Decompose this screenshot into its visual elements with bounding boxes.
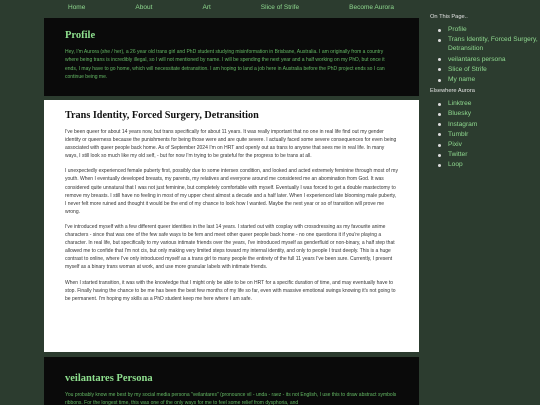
toc-item-veilantares [438,55,538,64]
elsewhere-list [438,99,538,169]
bullet-icon [438,103,441,106]
main-column [44,0,419,405]
article-paragraph: I've introduced myself with a few different queer identities in the last 14 years. I started out with cosplay with crossdressing as my favourite anime characters - since that was one of the few safe ways to be fem and meet other queer people back home - no one questions it if you're playing a character. In real life, but specifically to my various intimate friends over the years, I've introduced myself as genderfluid or non-binary, a half step that allowed me to confide that I'm not cis, but only making very limited steps toward my internal identity, and only to people I trust deeply. This is a huge contrast to online, where I've only introduced myself as a trans girl to many people the entirety of the full 11 years I've been sure. Currently, I present myself as a binary trans woman at work, and use more granular labels with intimate friends. [65,223,395,271]
instagram-link[interactable]: Instagram [448,120,478,128]
elsewhere-item-instagram [438,120,538,129]
veilantares-persona-section [44,357,419,405]
persona-text: You probably know me best by my social media persona "veilantares" (pronounce vil - unda - raez - its not English, I use this to draw abstract symbols ribbons. For the longest time, this was one of the only ways for me to feel some relief from dysphoria, and [65,392,397,405]
bullet-icon [438,68,441,71]
on-this-page-heading: On This Page.. [430,14,468,20]
article-paragraph: I unexpectedly experienced female puberty first, possibly due to some intersex condition, and looked and acted extremely feminine through most of my youth. When I eventually developed breasts, my parents, my relatives and everyone around me considered me an abomination from God. It was considered quite unnatural that I was not just feminine, but completely comfortable with myself. Eventually I was forced to get a double mastectomy to remove my breasts. I still have no feeling in most of my upper chest almost a decade and a half later. When I experienced late blooming male puberty, I never felt more ruined and thought it would be the end of my chance to look how I wanted. Maybe the next year or so of transition will prove me wrong. [65,168,398,215]
bullet-icon [438,58,441,61]
linktree-link[interactable]: Linktree [448,100,472,108]
nav-become-aurora-link[interactable]: Become Aurora [349,3,394,11]
elsewhere-item-bluesky [438,109,538,118]
toc-link[interactable]: Trans Identity, Forced Surgery, Detransition [448,36,538,53]
bullet-icon [438,154,441,157]
bullet-icon [438,123,441,126]
persona-heading: veilantares Persona [65,373,153,384]
elsewhere-heading: Elsewhere Aurora [430,88,475,95]
nav-art-link[interactable]: Art [202,3,211,11]
article-paragraph: I've been queer for about 14 years now, but trans specifically for about 11 years. It was really important that no one in real life find out my gender identity or queerness because the punishments for being those were and are quite severe. I actually faced some severe consequences for even being associated with queer people back home. As of September 2024 I'm on HRT and openly out as trans to anyone that sees me in real life. In many ways, I still look so much like my old self, - but for now I'm trying to be grateful for the progress to be trans at all. [65,129,397,160]
article-paragraph: When I started transition, it was with the knowledge that I might only be able to be on HRT for a specific duration of time, and may eventually have to stop. Finally having the chance to be me has been the best few months of my life so far, even with massive emotional swings knowing it's not going to be permanent. I'm hoping my skills as a PhD student keep me here where I am safe. [65,279,396,302]
loop-link[interactable]: Loop [448,161,463,169]
nav-home-link[interactable]: Home [68,3,86,11]
elsewhere-item-loop [438,160,538,169]
twitter-link[interactable]: Twitter [448,151,468,159]
profile-section [44,18,419,96]
toc-link[interactable]: Slice of Strife [448,65,487,73]
trans-identity-article [44,100,419,352]
elsewhere-item-twitter [438,150,538,159]
bullet-icon [438,113,441,116]
toc-link[interactable]: My name [448,76,476,84]
nav-about-link[interactable]: About [135,3,153,11]
toc-item-trans-identity [438,35,538,53]
tumblr-link[interactable]: Tumblr [448,130,469,138]
top-navigation [44,0,419,14]
bullet-icon [438,79,441,82]
bluesky-link[interactable]: Bluesky [448,110,472,118]
toc-item-slice-of-strife [438,65,538,74]
elsewhere-item-tumblr [438,130,538,139]
bullet-icon [438,29,441,32]
toc-item-profile [438,25,538,34]
toc-item-my-name [438,75,538,84]
elsewhere-item-pixiv [438,140,538,149]
nav-slice-of-strife-link[interactable]: Slice of Strife [260,3,300,11]
elsewhere-item-linktree [438,99,538,108]
bullet-icon [438,133,441,136]
on-this-page-list [438,25,538,84]
bullet-icon [438,144,441,147]
sidebar [430,14,538,174]
profile-text: Hey, I'm Aurora (she / her), a 26 year old trans girl and PhD student studying misinformation in Brisbane, Australia. I am originally from a country where being trans is incredibly illegal, so I will not mentioned by name. I will be spending the next year and a half working on my PhD, but once it ends, I may have to go home, which will necessitate detransition. I am hoping to land a job here in Australia before the PhD project ends so I can continue being me. [65,49,385,81]
toc-link[interactable]: veilantares persona [448,55,506,63]
bullet-icon [438,39,441,42]
pixiv-link[interactable]: Pixiv [448,141,462,149]
profile-heading: Profile [65,30,96,41]
toc-link[interactable]: Profile [448,26,467,33]
article-heading: Trans Identity, Forced Surgery, Detransition [65,110,259,121]
bullet-icon [438,164,441,167]
